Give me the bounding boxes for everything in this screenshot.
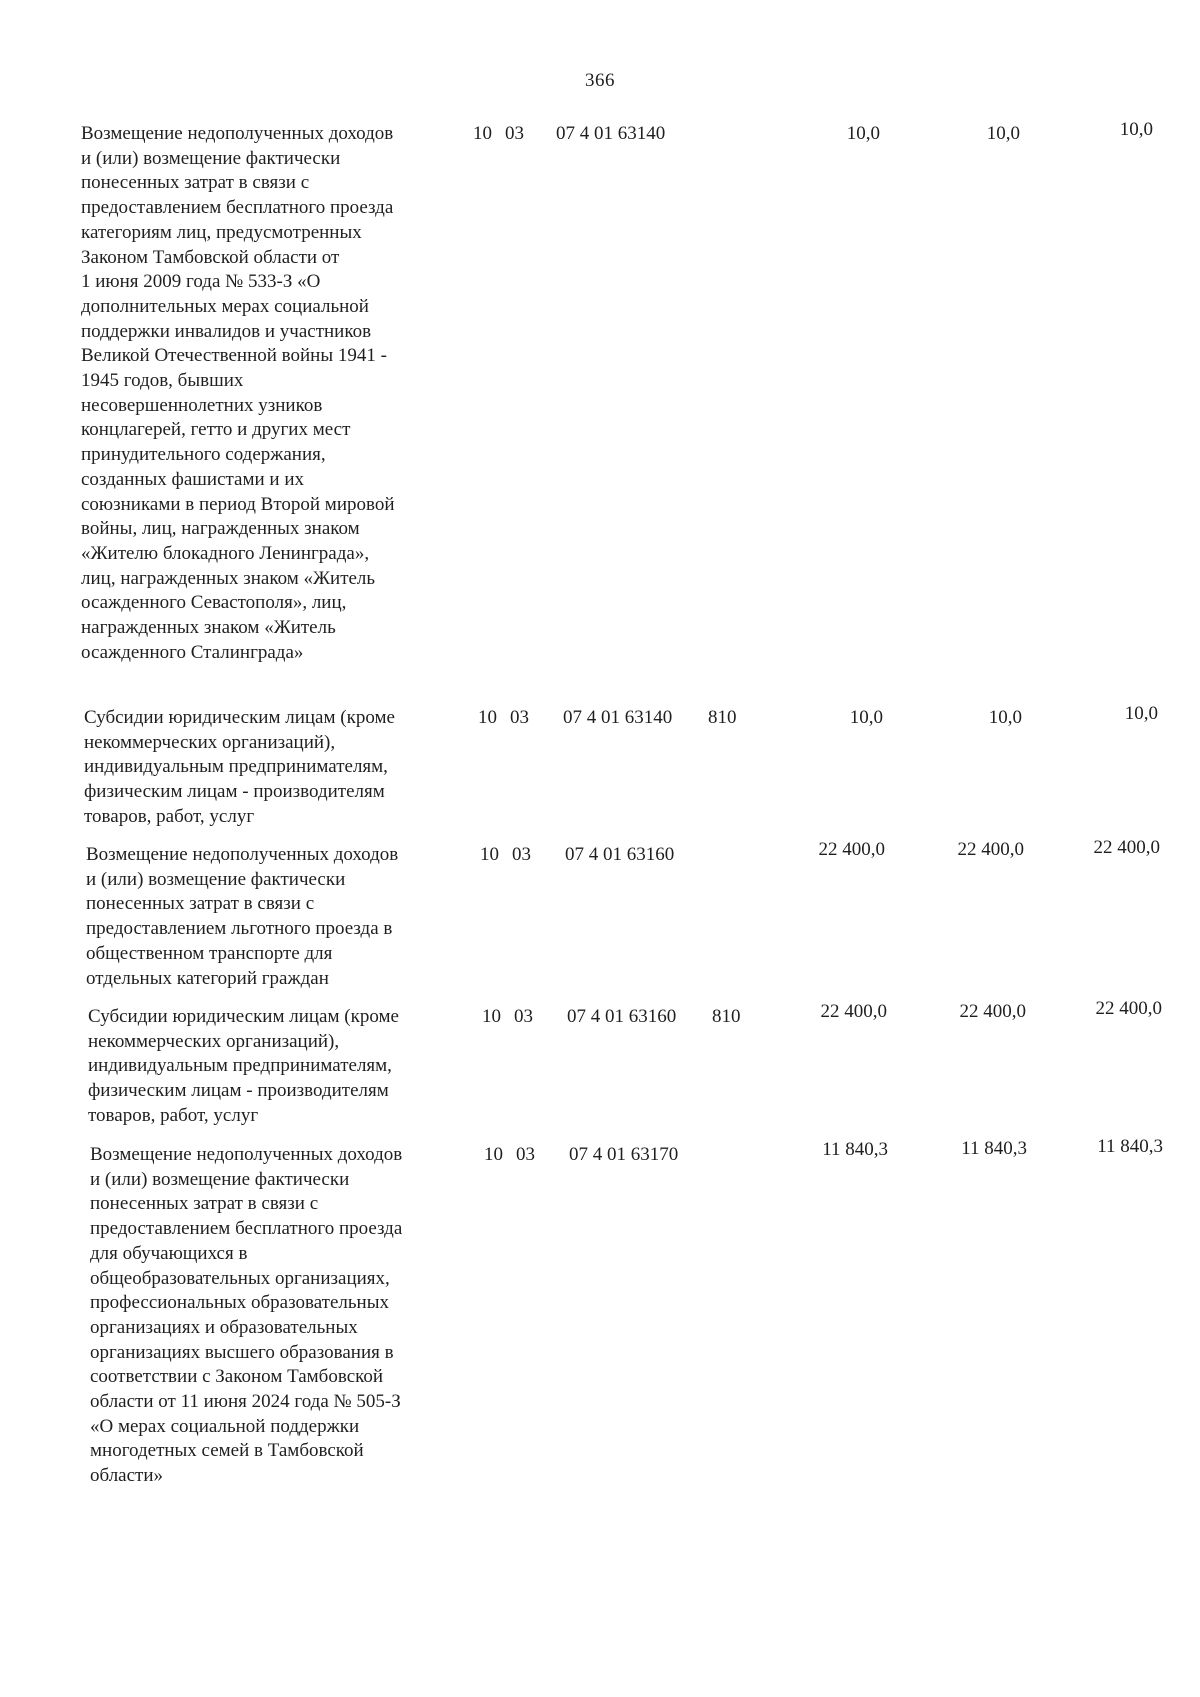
expense-type-code: 810 <box>708 707 737 728</box>
subsection-code: 03 <box>512 844 531 865</box>
amount-year-3: 22 400,0 <box>1093 837 1160 858</box>
row-description: Субсидии юридическим лицам (кроме некоммерческих организаций), индивидуальным предпринимателям, физическим лицам - производителям товаров, работ, услуг <box>84 707 395 827</box>
row-description: Субсидии юридическим лицам (кроме некоммерческих организаций), индивидуальным предпринимателям, физическим лицам - производителям товаров, работ, услуг <box>88 1006 399 1126</box>
amount-year-2: 22 400,0 <box>957 839 1024 860</box>
amount-year-1: 10,0 <box>846 123 880 144</box>
section-code: 10 <box>484 1144 503 1165</box>
amount-year-1: 11 840,3 <box>822 1139 888 1160</box>
page-number: 366 <box>585 70 615 91</box>
amount-year-2: 11 840,3 <box>961 1138 1027 1159</box>
expense-type-code: 810 <box>712 1006 741 1027</box>
amount-year-2: 10,0 <box>986 123 1020 144</box>
amount-year-3: 11 840,3 <box>1097 1136 1163 1157</box>
subsection-code: 03 <box>510 707 529 728</box>
amount-year-2: 10,0 <box>988 707 1022 728</box>
section-code: 10 <box>473 123 492 144</box>
subsection-code: 03 <box>516 1144 535 1165</box>
target-article-code: 07 4 01 63170 <box>569 1144 679 1165</box>
target-article-code: 07 4 01 63160 <box>565 844 675 865</box>
section-code: 10 <box>482 1006 501 1027</box>
row-description: Возмещение недополученных доходов и (или) возмещение фактически понесенных затрат в связи с предоставлением бесплатного проезда для обучающихся в общеобразовательных организациях, профессиональных образовательных организациях и образовательных организациях высшего образования в соответствии с Законом Тамбовской области от 11 июня 2024 года № 505-З «О мерах социальной поддержки многодетных семей в Тамбовской области» <box>90 1144 403 1487</box>
subsection-code: 03 <box>514 1006 533 1027</box>
section-code: 10 <box>478 707 497 728</box>
amount-year-1: 22 400,0 <box>818 839 885 860</box>
amount-year-3: 10,0 <box>1124 703 1158 724</box>
section-code: 10 <box>480 844 499 865</box>
amount-year-1: 22 400,0 <box>820 1001 887 1022</box>
target-article-code: 07 4 01 63140 <box>563 707 673 728</box>
row-description: Возмещение недополученных доходов и (или) возмещение фактически понесенных затрат в связи с предоставлением льготного проезда в общественном транспорте для отдельных категорий граждан <box>86 844 399 989</box>
subsection-code: 03 <box>505 123 524 144</box>
amount-year-1: 10,0 <box>849 707 883 728</box>
amount-year-3: 10,0 <box>1119 119 1153 140</box>
row-description: Возмещение недополученных доходов и (или) возмещение фактически понесенных затрат в связи с предоставлением бесплатного проезда категориям лиц, предусмотренных Законом Тамбовской области от 1 июня 2009 года № 533-З «О дополнительных мерах социальной поддержки инвалидов и участников Великой Отечественной войны 1941 - 1945 годов, бывших несовершеннолетних узников концлагерей, гетто и других мест принудительного содержания, созданных фашистами и их союзниками в период Второй мировой войны, лиц, награжденных знаком «Жителю блокадного Ленинграда», лиц, награжденных знаком «Житель осажденного Севастополя», лиц, награжденных знаком «Житель осажденного Сталинграда» <box>81 123 395 663</box>
amount-year-2: 22 400,0 <box>959 1001 1026 1022</box>
target-article-code: 07 4 01 63140 <box>556 123 666 144</box>
target-article-code: 07 4 01 63160 <box>567 1006 677 1027</box>
amount-year-3: 22 400,0 <box>1095 998 1162 1019</box>
